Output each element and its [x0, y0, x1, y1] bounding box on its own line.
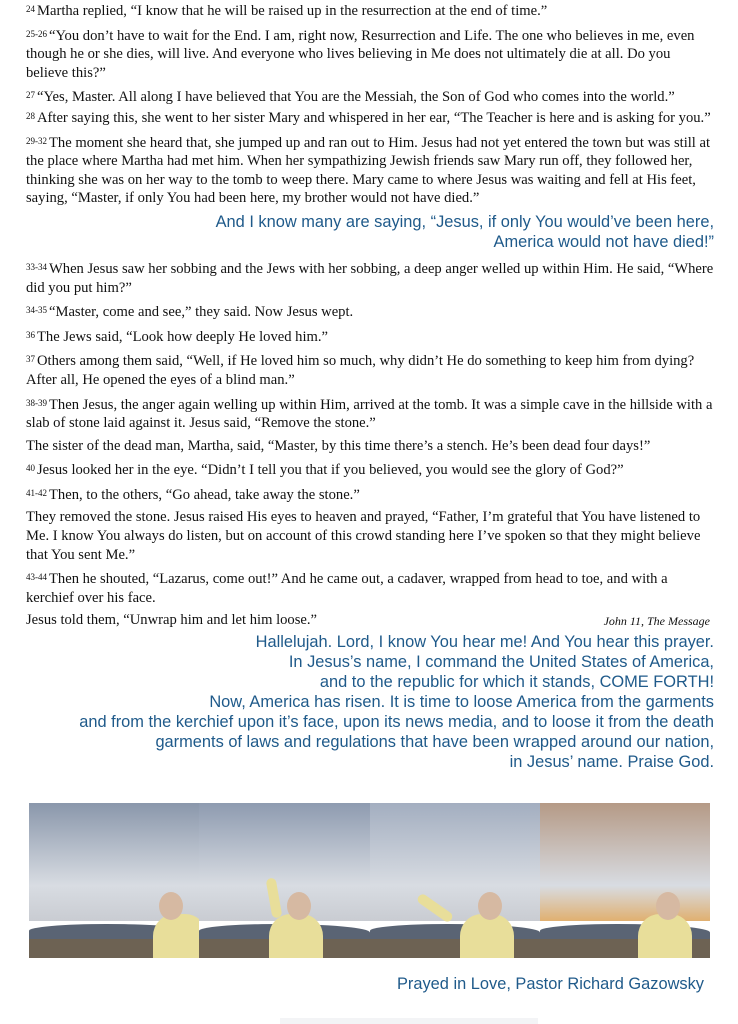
verse-paragraph: [26, 437, 714, 456]
verse-number: 34-35: [26, 305, 47, 316]
prayer-line: And I know many are saying, “Jesus, if only You would’ve been here,: [215, 212, 714, 231]
signature: Prayed in Love, Pastor Richard Gazowsky: [396, 975, 704, 993]
document-page: [26, 0, 714, 778]
prayer-block-2: [26, 632, 714, 772]
verse-text: “Master, come and see,” they said. Now Jesus wept.: [49, 304, 354, 321]
verse-paragraph: [26, 350, 714, 389]
verse-text: The Jews said, “Look how deeply He loved him.”: [37, 328, 328, 345]
prayer-block-1: [26, 212, 714, 252]
prayer-line: Now, America has risen. It is time to loose America from the garments: [209, 693, 714, 712]
verse-number: 41-42: [26, 487, 47, 498]
verse-paragraph: [26, 326, 714, 347]
verse-text: Others among them said, “Well, if He loved him so much, why didn’t He do something to keep him from dying? After all, He opened the eyes of a blind man.”: [26, 353, 695, 388]
verse-paragraph: [26, 301, 714, 322]
verse-text: Jesus told them, “Unwrap him and let him loose.”: [26, 612, 318, 629]
verse-paragraph: [26, 25, 714, 83]
verse-text: They removed the stone. Jesus raised His eyes to heaven and prayed, “Father, I’m grateful that You have listened to Me. I know You always do listen, but on account of this crowd standing here I’ve spoken so that they might believe that You sent Me.”: [26, 509, 701, 563]
verse-text: Martha replied, “I know that he will be raised up in the resurrection at the end of time.”: [37, 3, 548, 19]
scripture-passage-part-2: [26, 258, 714, 608]
verse-number: 38-39: [26, 397, 47, 408]
scripture-passage-part-1: [26, 0, 714, 208]
verse-paragraph: [26, 394, 714, 433]
verse-text: Then he shouted, “Lazarus, come out!” And he came out, a cadaver, wrapped from head to toe, and with a kerchief over his face.: [26, 571, 668, 606]
scripture-citation: John 11, The Message: [603, 614, 710, 629]
verse-text: After saying this, she went to her sister Mary and whispered in her ear, “The Teacher is here and is asking for you.”: [37, 109, 711, 126]
prayer-line: and to the republic for which it stands, COME FORTH!: [319, 673, 714, 692]
verse-number: 29-32: [26, 135, 47, 146]
verse-paragraph: [26, 508, 714, 564]
prayer-photo: [370, 803, 540, 958]
prayer-line: America would not have died!”: [493, 232, 714, 251]
verse-number: 33-34: [26, 261, 47, 272]
verse-number: 40: [26, 463, 35, 474]
verse-number: 28: [26, 110, 35, 121]
verse-paragraph: [26, 132, 714, 208]
verse-number: 36: [26, 329, 35, 340]
verse-number: 25-26: [26, 28, 47, 39]
verse-text: The moment she heard that, she jumped up and ran out to Him. Jesus had not yet entered the town but was still at the place where Martha had met him. When her sympathizing Jewish friends saw Mary run off, they followed her, thinking she was on her way to the tomb to weep there. Mary came to where Jesus was waiting and fell at His feet, saying, “Master, if only You had been here, my brother would not have died.”: [26, 134, 711, 207]
verse-number: 24: [26, 4, 35, 14]
verse-paragraph: [26, 86, 714, 127]
verse-paragraph: [26, 484, 714, 505]
prayer-line: Hallelujah. Lord, I know You hear me! And You hear this prayer.: [255, 633, 714, 652]
verse-paragraph: [26, 611, 714, 630]
prayer-line: and from the kerchief upon it’s face, upon its news media, and to loose it from the death: [79, 713, 714, 732]
verse-paragraph: [26, 258, 714, 297]
verse-text: “Yes, Master. All along I have believed that You are the Messiah, the Son of God who comes into the world.”: [37, 89, 675, 106]
verse-number: 37: [26, 354, 35, 365]
prayer-line: garments of laws and regulations that have been wrapped around our nation,: [155, 733, 714, 752]
verse-paragraph: [26, 459, 714, 480]
verse-text: Then Jesus, the anger again welling up within Him, arrived at the tomb. It was a simple cave in the hillside with a slab of stone laid against it. Jesus said, “Remove the stone.”: [26, 396, 713, 432]
prayer-photo: [199, 803, 369, 958]
verse-text: “You don’t have to wait for the End. I am, right now, Resurrection and Life. The one who believes in me, even though he or she dies, will live. And everyone who lives believing in Me does not ultimately die at all. Do you believe this?”: [26, 27, 695, 81]
verse-text: When Jesus saw her sobbing and the Jews with her sobbing, a deep anger welled up within Him. He said, “Where did you put him?”: [26, 260, 714, 296]
verse-text: Jesus looked her in the eye. “Didn’t I tell you that if you believed, you would see the glory of God?”: [37, 462, 624, 479]
prayer-line: in Jesus’ name. Praise God.: [509, 753, 714, 772]
verse-text: The sister of the dead man, Martha, said, “Master, by this time there’s a stench. He’s been dead four days!”: [26, 437, 651, 454]
verse-number: 43-44: [26, 572, 47, 583]
verse-paragraph: [26, 0, 714, 21]
verse-text: Then, to the others, “Go ahead, take away the stone.”: [49, 486, 360, 503]
verse-paragraph: [26, 568, 714, 607]
verse-number: 27: [26, 90, 35, 101]
photo-strip: [29, 803, 710, 958]
prayer-photo: [29, 803, 199, 958]
prayer-line: In Jesus’s name, I command the United States of America,: [288, 653, 714, 672]
prayer-photo: [540, 803, 710, 958]
bottom-divider: [280, 1018, 538, 1024]
